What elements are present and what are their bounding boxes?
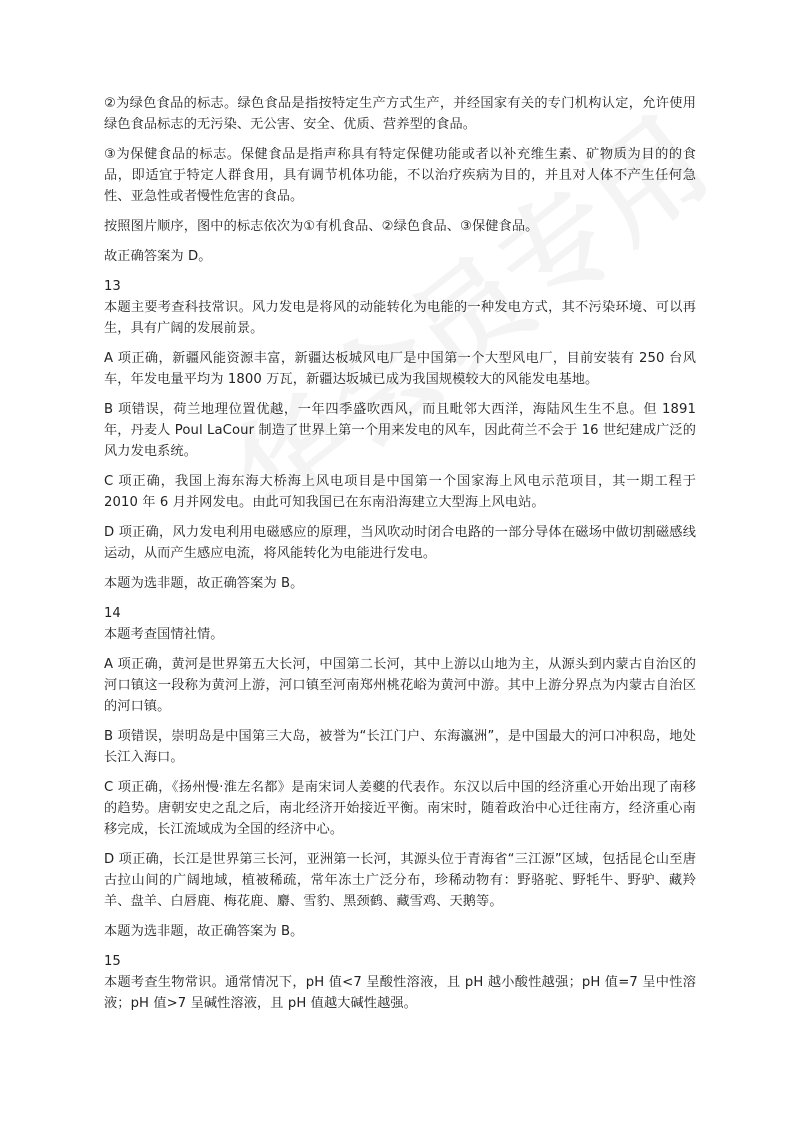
option-b-explanation: B 项错误，荷兰地理位置优越，一年四季盛吹西风，而且毗邻大西洋，海陆风生生不息。但 1891 年，丹麦人 Poul LaCour 制造了世界上第一个用来发电的风车，因此荷兰不会于 16 世纪建成广泛的风力发电系统。 (104, 402, 696, 459)
question-number: 13 (104, 279, 121, 294)
question-intro: 本题考查生物常识。通常情况下，pH 值<7 呈酸性溶液，且 pH 越小酸性越强；pH 值=7 呈中性溶液；pH 值>7 呈碱性溶液，且 pH 值越大碱性越强。 (104, 975, 696, 1011)
question-number: 15 (104, 954, 121, 969)
paragraph-health-food: ③为保健食品的标志。保健食品是指声称具有特定保健功能或者以补充维生素、矿物质为目的的食品，即适宜于特定人群食用，具有调节机体功能，不以治疗疾病为目的，并且对人体不产生任何急性、亚急性或者慢性危害的食品。 (104, 147, 696, 204)
answer-statement: 本题为选非题，故正确答案为 B。 (104, 576, 304, 591)
question-15 (104, 951, 696, 1014)
paragraph-green-food: ②为绿色食品的标志。绿色食品是指按特定生产方式生产，并经国家有关的专门机构认定，允许使用绿色食品标志的无污染、无公害、安全、优质、营养型的食品。 (104, 96, 696, 132)
option-b-explanation: B 项错误，崇明岛是中国第三大岛，被誉为“长江门户、东海瀛洲”，是中国最大的河口冲积岛，地处长江入海口。 (104, 729, 696, 765)
question-intro: 本题考查国情社情。 (104, 627, 224, 642)
document-body (104, 93, 696, 1023)
option-d-explanation: D 项正确，长江是世界第三长河，亚洲第一长河，其源头位于青海省“三江源”区域，包括昆仑山至唐古拉山间的广阔地域，植被稀疏，常年冻土广泛分布，珍稀动物有：野骆驼、野牦牛、野驴、藏羚羊、盘羊、白唇鹿、梅花鹿、麝、雪豹、黑颈鹤、藏雪鸡、天鹅等。 (104, 852, 696, 909)
question-number: 14 (104, 606, 121, 621)
option-a-explanation: A 项正确，黄河是世界第五大长河，中国第二长河，其中上游以山地为主，从源头到内蒙古自治区的河口镇这一段称为黄河上游，河口镇至河南郑州桃花峪为黄河中游。其中上游分界点为内蒙古自治区的河口镇。 (104, 657, 696, 714)
paragraph-order: 按照图片顺序，图中的标志依次为①有机食品、②绿色食品、③保健食品。 (104, 219, 539, 234)
option-c-explanation: C 项正确，《扬州慢·淮左名都》是南宋词人姜夔的代表作。东汉以后中国的经济重心开始出现了南移的趋势。唐朝安史之乱之后，南北经济开始接近平衡。南宋时，随着政治中心迁往南方，经济重心南移完成，长江流域成为全国的经济中心。 (104, 780, 696, 837)
question-14 (104, 603, 696, 942)
option-a-explanation: A 项正确，新疆风能资源丰富，新疆达板城风电厂是中国第一个大型风电厂，目前安装有 250 台风车，年发电量平均为 1800 万瓦，新疆达坂城已成为我国规模较大的风能发电基地。 (104, 351, 696, 387)
answer-q12: 故正确答案为 D。 (104, 249, 212, 264)
answer-statement: 本题为选非题，故正确答案为 B。 (104, 924, 304, 939)
question-13 (104, 276, 696, 594)
question-intro: 本题主要考查科技常识。风力发电是将风的动能转化为电能的一种发电方式，其不污染环境、可以再生，具有广阔的发展前景。 (104, 300, 696, 336)
option-d-explanation: D 项正确，风力发电利用电磁感应的原理，当风吹动时闭合电路的一部分导体在磁场中做切割磁感线运动，从而产生感应电流，将风能转化为电能进行发电。 (104, 525, 696, 561)
option-c-explanation: C 项正确，我国上海东海大桥海上风电项目是中国第一个国家海上风电示范项目，其一期工程于 2010 年 6 月并网发电。由此可知我国已在东南沿海建立大型海上风电站。 (104, 474, 696, 510)
